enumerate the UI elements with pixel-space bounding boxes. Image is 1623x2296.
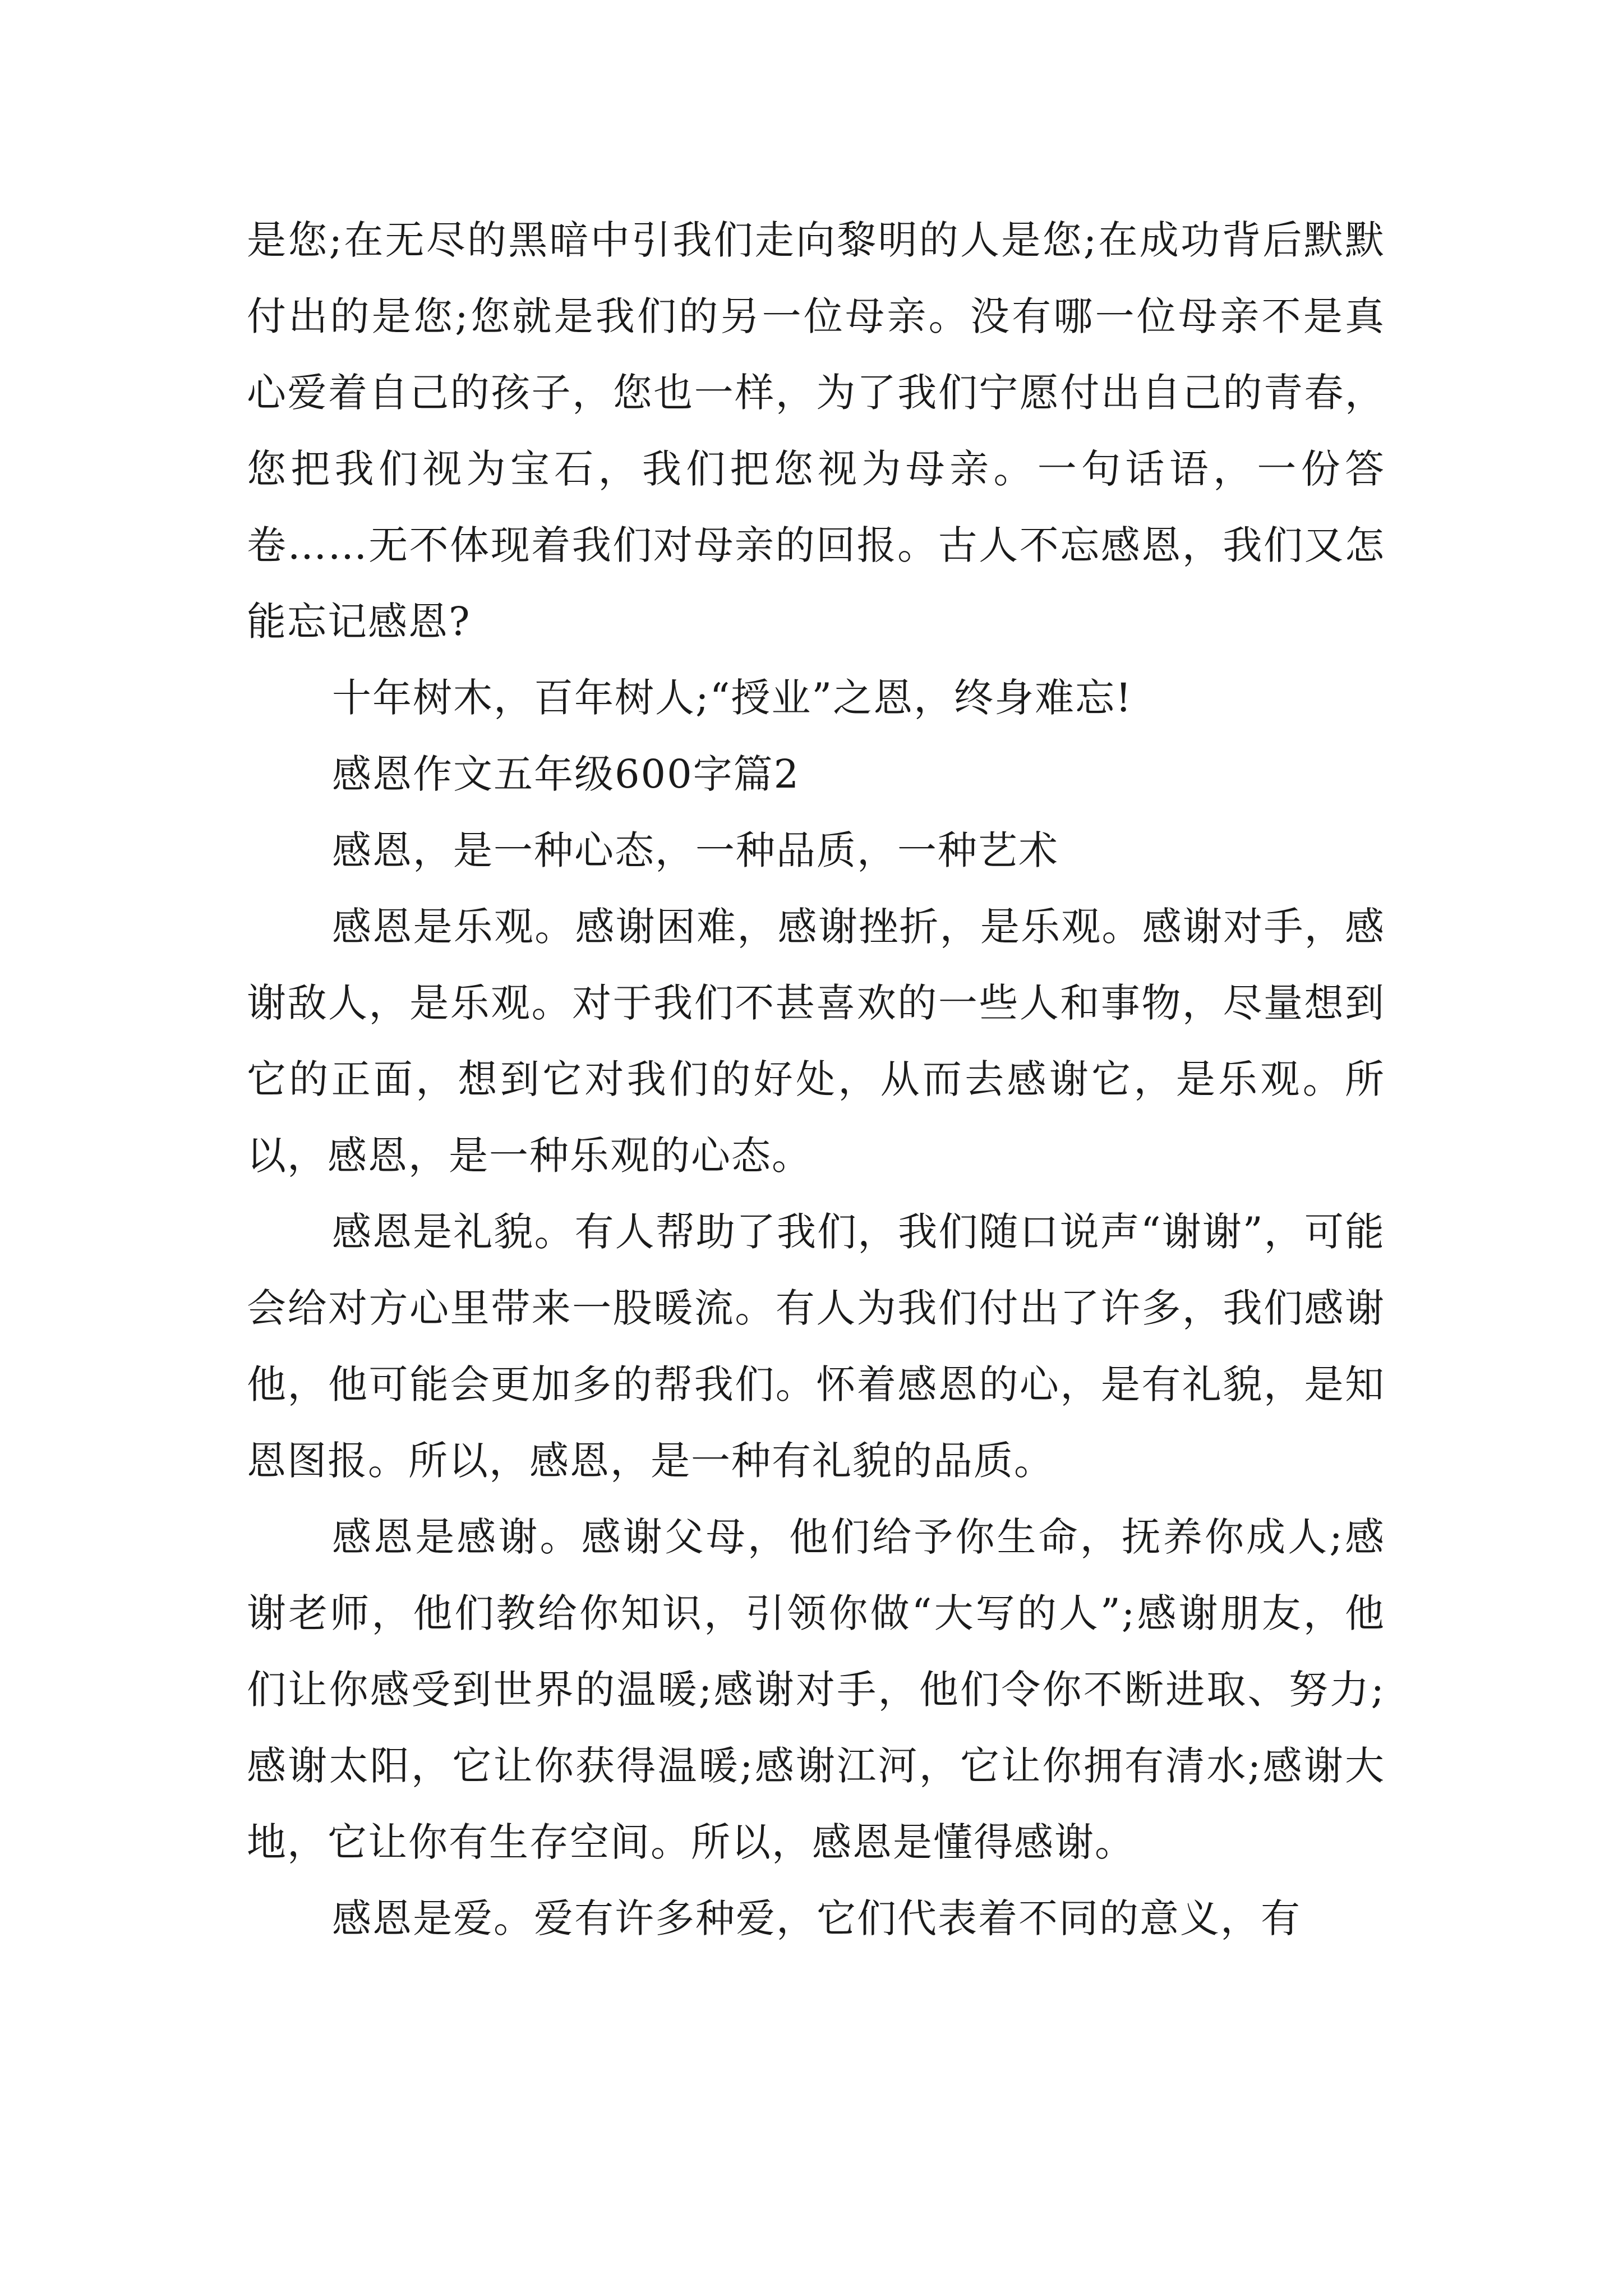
paragraph-4: 感恩是乐观。感谢困难，感谢挫折，是乐观。感谢对手，感谢敌人，是乐观。对于我们不甚喜欢的一些人和事物，尽量想到它的正面，想到它对我们的好处，从而去感谢它，是乐观。所以，感恩，是一种乐观的心态。 (247, 904, 1385, 1179)
paragraph-7: 感恩是爱。爱有许多种爱，它们代表着不同的意义，有 (332, 1895, 1301, 1941)
paragraph-2: 十年树木，百年树人;“授业”之恩，终身难忘! (332, 675, 1133, 721)
essay-body (247, 202, 1385, 1957)
paragraph-5: 感恩是礼貌。有人帮助了我们，我们随口说声“谢谢”，可能会给对方心里带来一股暖流。有人为我们付出了许多，我们感谢他，他可能会更加多的帮我们。怀着感恩的心，是有礼貌，是知恩图报。所以，感恩，是一种有礼貌的品质。 (247, 1209, 1385, 1484)
paragraph-6: 感恩是感谢。感谢父母，他们给予你生命，抚养你成人;感谢老师，他们教给你知识，引领你做“大写的人”;感谢朋友，他们让你感受到世界的温暖;感谢对手，他们令你不断进取、努力;感谢太阳，它让你获得温暖;感谢江河，它让你拥有清水;感谢大地，它让你有生存空间。所以，感恩是懂得感谢。 (247, 1514, 1385, 1865)
paragraph-1: 是您;在无尽的黑暗中引我们走向黎明的人是您;在成功背后默默付出的是您;您就是我们的另一位母亲。没有哪一位母亲不是真心爱着自己的孩子，您也一样，为了我们宁愿付出自己的青春，您把我们视为宝石，我们把您视为母亲。一句话语，一份答卷……无不体现着我们对母亲的回报。古人不忘感恩，我们又怎能忘记感恩? (247, 217, 1385, 645)
essay-heading: 感恩作文五年级600字篇2 (332, 751, 800, 797)
paragraph-3: 感恩，是一种心态，一种品质，一种艺术 (332, 827, 1059, 873)
